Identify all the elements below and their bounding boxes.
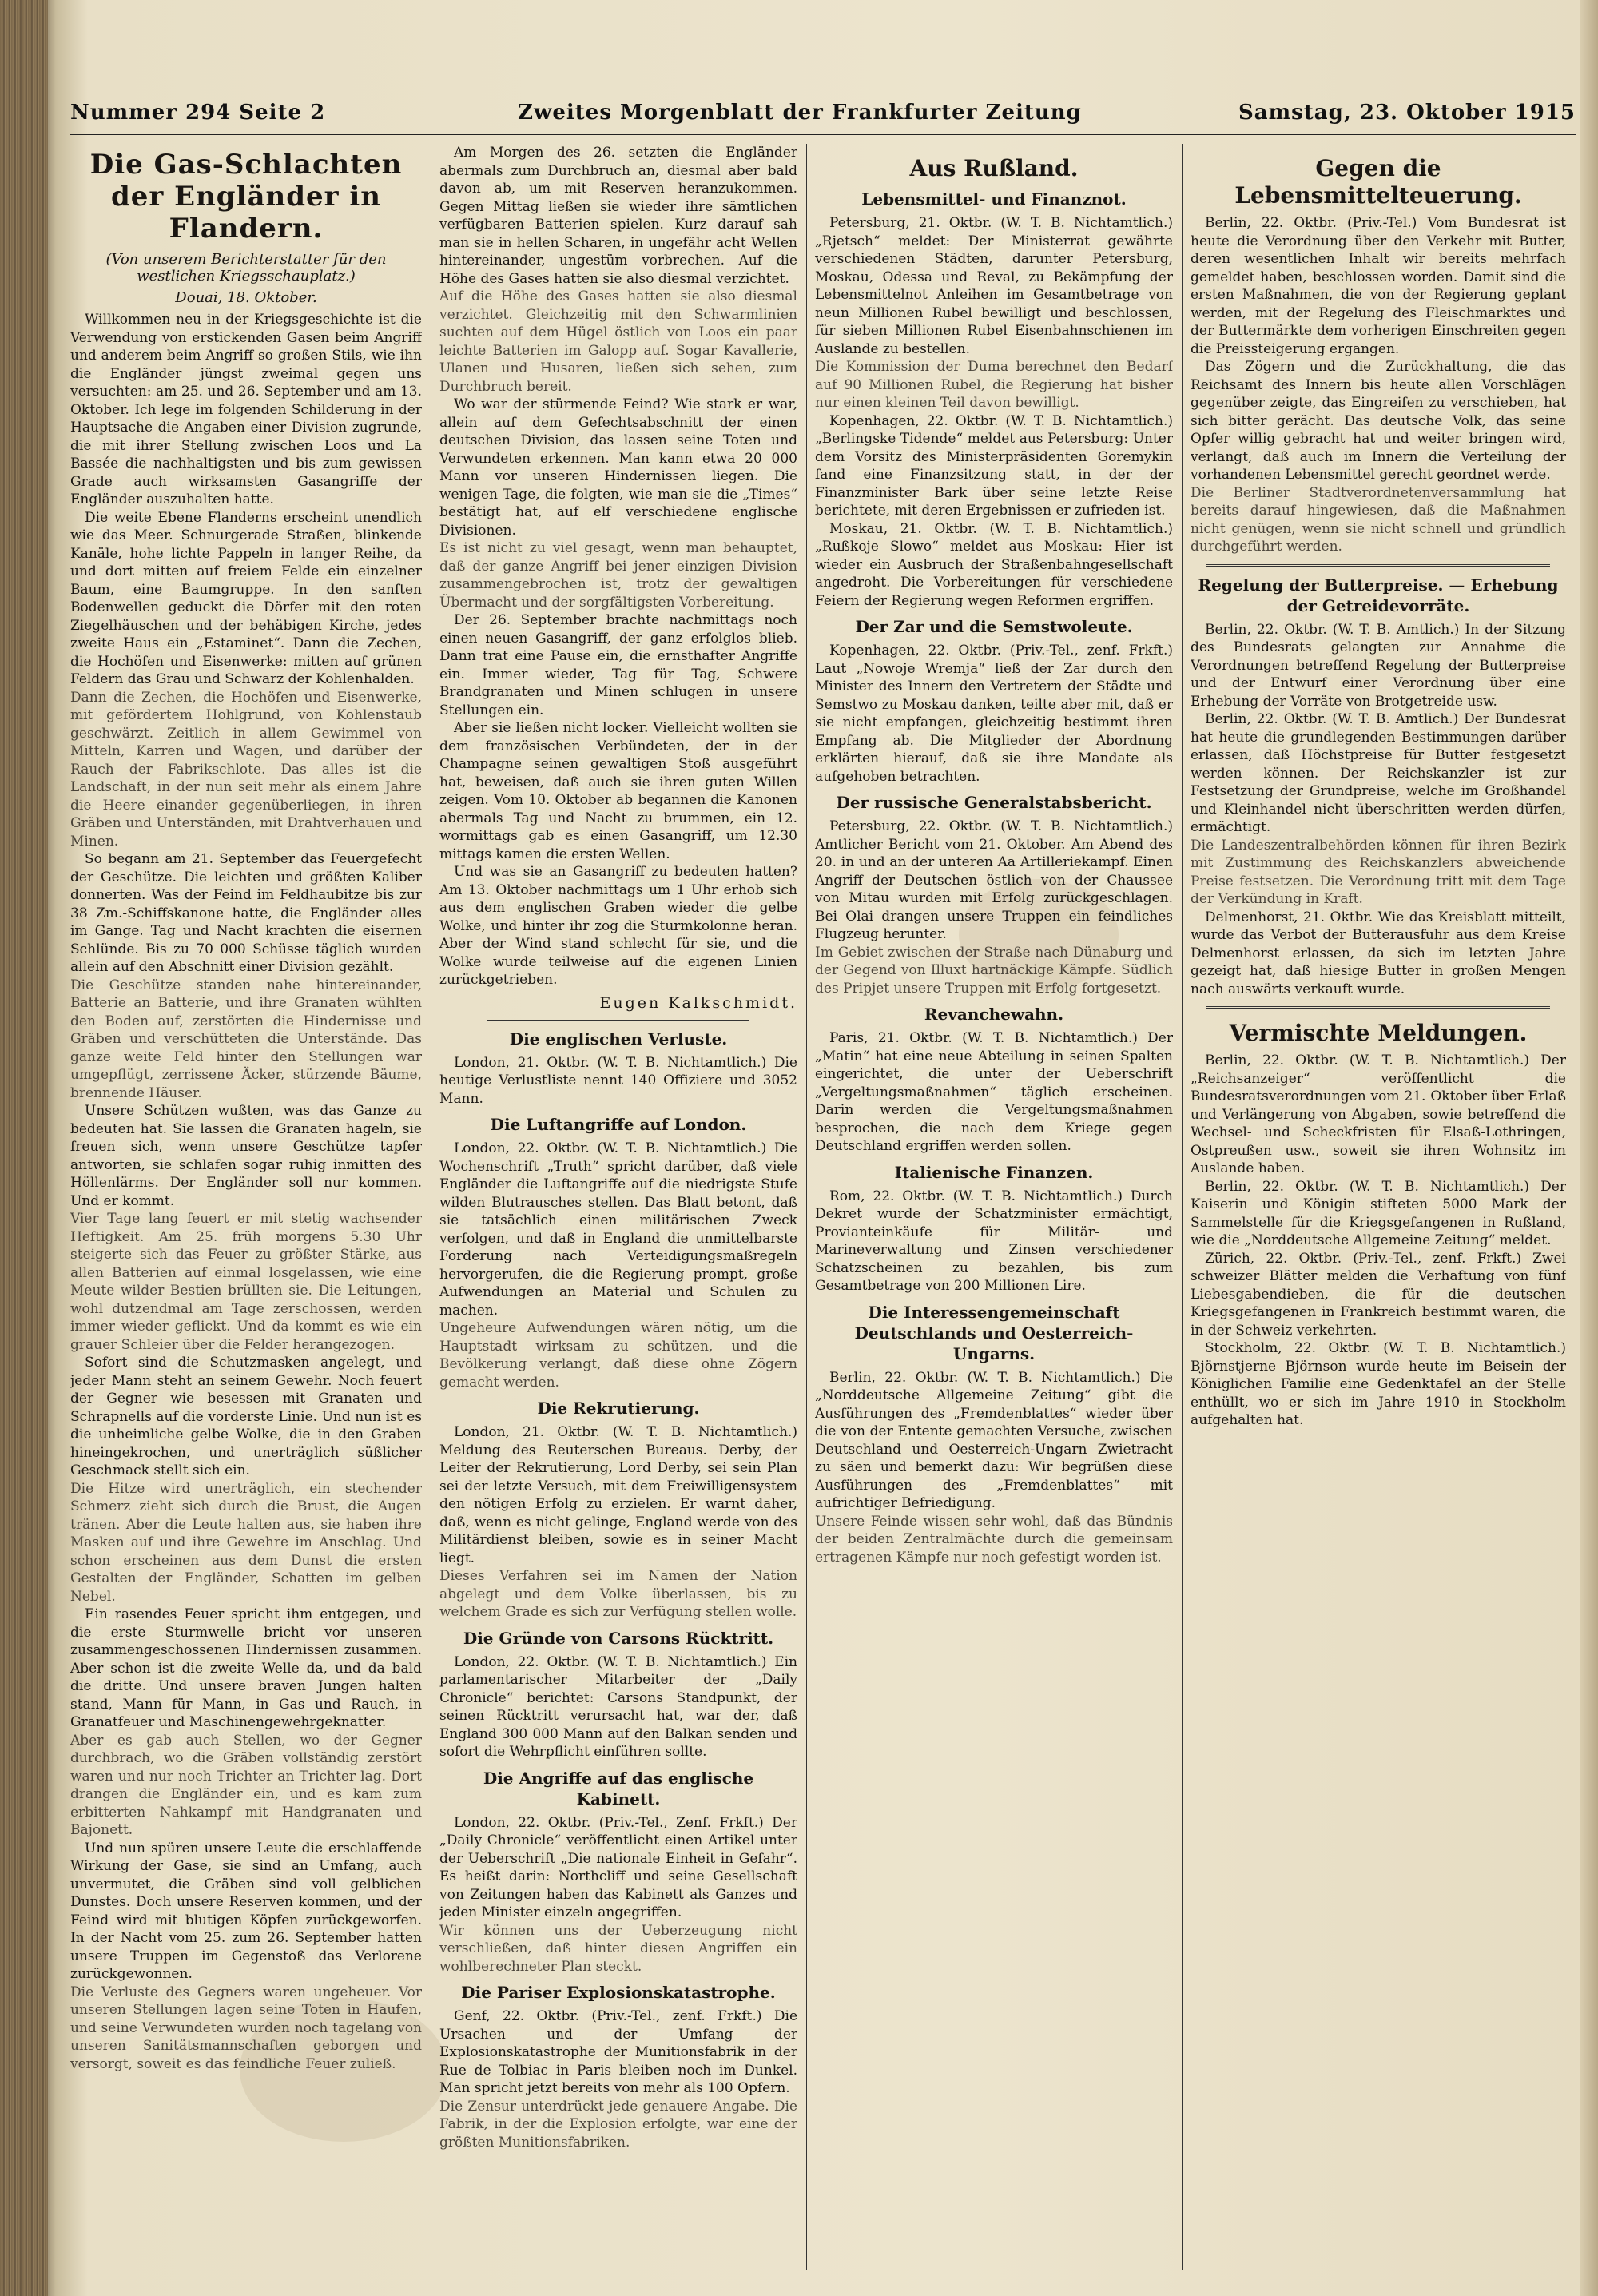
- article-title-gas: Die Gas-Schlachten der Engländer in Flandern.: [89, 149, 403, 245]
- paragraph: Die weite Ebene Flanderns erscheint unendlich wie das Meer. Schnurgerade Straßen, blinkende Kanäle, hohe lichte Pappeln in langer Reihe, da und dort mitten auf freiem Felde ein einzelner Baum, eine Baumgruppe. In den sanften Bodenwellen geduckt die Dörfer mit den roten Ziegelhäuschen und der behäbigen Kirche, jedes zweite Haus ein „Estaminet“. Dann die Zechen, die Hochöfen und Eisenwerke: mitten auf grünen Feldern das Grau und Schwarz der Kohlenhalden.: [70, 509, 422, 687]
- paragraph-filler: Es ist nicht zu viel gesagt, wenn man behauptet, daß der ganze Angriff bei jener einzigen Division zusammengebrochen ist, trotz der gewaltigen Übermacht und der sorgfältigsten Vorbereitung.: [439, 540, 797, 611]
- paragraph-filler: Dieses Verfahren sei im Namen der Nation abgelegt und dem Volke überlassen, bis zu welchem Grade es sich zur Verfügung stellen wolle.: [439, 1568, 797, 1620]
- paragraph: Genf, 22. Oktbr. (Priv.-Tel., zenf. Frkft.) Die Ursachen und der Umfang der Explosionskatastrophe der Munitionsfabrik in der Rue de Tolbiac in Paris bleiben noch im Dunkel. Man spricht jetzt bereits von mehr als 100 Opfern.: [439, 2008, 797, 2096]
- subheading: Der Zar und die Semstwoleute.: [855, 617, 1133, 636]
- paragraph-filler: Die Geschütze standen nahe hintereinander, Batterie an Batterie, und ihre Granaten wühlten den Boden auf, zerstörten die Hindernisse und Gräben und verschütteten die Unterstände. Das ganze weite Feld hinter den Stellungen war umgepflügt, zerrissene Äcker, stürzende Bäume, brennende Häuser.: [70, 977, 422, 1101]
- paragraph-filler: Die Verluste des Gegners waren ungeheuer. Vor unseren Stellungen lagen seine Toten in Haufen, und seine Verwundeten wurden noch tagelang von unseren Sanitätsmannschaften geborgen und versorgt, soweit es das feindliche Feuer zuließ.: [70, 1984, 422, 2072]
- author-signature: Eugen Kalkschmidt.: [599, 993, 797, 1012]
- issue-date: Samstag, 23. Oktober 1915: [1238, 101, 1576, 125]
- paragraph: Der 26. September brachte nachmittags noch einen neuen Gasangriff, der ganz erfolglos blieb. Dann trat eine Pause ein, die ernsthafter Angriffe ein. Immer wieder, Tag für Tag, Schwere Brandgranaten und Minen schlugen in unsere Stellungen ein.: [439, 612, 797, 718]
- paragraph: Berlin, 22. Oktbr. (W. T. B. Nichtamtlich.) Der „Reichsanzeiger“ veröffentlicht die Bundesratsverordnungen vom 21. Oktober über Erlaß und Verlängerung von Abgaben, sowie betreffend die Wechsel- und Scheckfristen für Elsaß-Lothringen, Ostpreußen usw., soweit sie ihren Wohnsitz im Auslande haben.: [1191, 1052, 1566, 1176]
- paragraph: Berlin, 22. Oktbr. (W. T. B. Amtlich.) Der Bundesrat hat heute die grundlegenden Bestimmungen darüber erlassen, daß Höchstpreise für Butter festgesetzt werden können. Der Reichskanzler ist zur Festsetzung der Grundpreise, welche im Großhandel und Kleinhandel nicht überschritten werden dürfen, ermächtigt.: [1191, 711, 1566, 835]
- paragraph-filler: Wir können uns der Ueberzeugung nicht verschließen, daß hinter diesen Angriffen ein wohlberechneter Plan steckt.: [439, 1922, 797, 1975]
- paragraph: London, 22. Oktbr. (W. T. B. Nichtamtlich.) Ein parlamentarischer Mitarbeiter der „Daily Chronicle“ berichtet: Carsons Standpunkt, der seinen Rücktritt verursacht hat, war der, daß England 300 000 Mann auf den Balkan senden und sofort die Wehrpflicht einführen sollte.: [439, 1653, 797, 1760]
- headline-rekrutierung: Die Rekrutierung.: [537, 1399, 700, 1418]
- paragraph: Und was sie an Gasangriff zu bedeuten hatten? Am 13. Oktober nachmittags um 1 Uhr erhob sich aus dem englischen Graben wieder die gelbe Wolke, und hinter ihr zog die Sturmkolonne heran. Aber der Wind stand schlecht für sie, und die Wolke wurde teilweise auf die eigenen Linien zurückgetrieben.: [439, 864, 797, 988]
- column-4: [1191, 144, 1566, 2270]
- paragraph: Petersburg, 22. Oktbr. (W. T. B. Nichtamtlich.) Amtlicher Bericht vom 21. Oktober. Am Abend des 20. in und an der unteren Aa Artilleriekampf. Einen Angriff der Deutschen östlich von der Chaussee von Mitau wurden mit Erfolg zurückgeschlagen. Bei Olai drangen unsere Truppen ein feindliches Flugzeug herunter.: [815, 818, 1173, 942]
- separator: [487, 1020, 749, 1021]
- paragraph: Willkommen neu in der Kriegsgeschichte ist die Verwendung von erstickenden Gasen beim Angriff und anderem beim Angriff so großen Stils, wie ihn die Engländer jüngst zweimal gegen uns versuchten: am 25. und 26. September und am 13. Oktober. Ich lege im folgenden Schilderung in der Hauptsache die Angaben einer Division zugrunde, die mit ihrer Stellung zwischen Loos und La Bassée die nachhaltigsten und bis zum gewissen Grade auch wirksamsten Gasangriffe der Engländer auszuhalten hatte.: [70, 312, 422, 507]
- paragraph: Rom, 22. Oktbr. (W. T. B. Nichtamtlich.) Durch Dekret wurde der Schatzminister ermächtigt, Provianteinkäufe für Militär- und Marineverwaltung und Zinsen verschiedener Schatzscheinen zu bezahlen, bis zum Gesamtbetrage von 200 Millionen Lire.: [815, 1188, 1173, 1294]
- paragraph-filler: Die Berliner Stadtverordnetenversammlung hat bereits darauf hingewiesen, daß die Maßnahmen nicht genügen, wenn sie nicht schnell und gründlich durchgeführt werden.: [1191, 484, 1566, 555]
- newspaper-page: [70, 96, 1576, 2278]
- dateline: Douai, 18. Oktober.: [175, 289, 317, 306]
- article-title-teuerung: Gegen die Lebensmittelteuerung.: [1234, 155, 1522, 209]
- column-2: [439, 144, 797, 2270]
- paragraph: Stockholm, 22. Oktbr. (W. T. B. Nichtamtlich.) Björnstjerne Björnson wurde heute im Beisein der Königlichen Familie eine Gedenktafel an der Stelle enthüllt, wo er sich im Jahre 1910 in Stockholm aufgehalten hat.: [1191, 1340, 1566, 1428]
- headline-paris: Die Pariser Explosionskatastrophe.: [461, 1983, 776, 2002]
- article-subtitle: (Von unserem Berichterstatter für den westlichen Kriegsschauplatz.): [105, 251, 387, 285]
- headline-carson: Die Gründe von Carsons Rücktritt.: [463, 1628, 774, 1648]
- paragraph-filler: Im Gebiet zwischen der Straße nach Dünaburg und der Gegend von Illuxt hartnäckige Kämpfe. Südlich des Pripjet unsere Truppen mit Erfolg fortgesetzt.: [815, 944, 1173, 997]
- paragraph: Das Zögern und die Zurückhaltung, die das Reichsamt des Innern bis heute allen Vorschlägen gegenüber zeigte, das Eingreifen zu verschieben, hat sich bitter gerächt. Das deutsche Volk, das seine Opfer willig gebracht hat und weiter bringen wird, verlangt, daß auch im Innern die Verteilung der vorhandenen Lebensmittel gerecht geordnet werde.: [1191, 359, 1566, 483]
- separator: [1206, 1006, 1550, 1009]
- subheading: Lebensmittel- und Finanznot.: [861, 189, 1127, 209]
- issue-number: Nummer 294 Seite 2: [70, 101, 326, 125]
- page-right-edge: [1580, 0, 1598, 2296]
- paragraph-filler: Auf die Höhe des Gases hatten sie also diesmal verzichtet. Gleichzeitig mit den Schwarmlinien suchten auf dem Hügel östlich von Loos ein paar leichte Batterien im Galopp auf. Sogar Kavallerie, Ulanen und Husaren, ließen sich sehen, zum Durchbruch bereit.: [439, 288, 797, 395]
- paragraph: London, 21. Oktbr. (W. T. B. Nichtamtlich.) Meldung des Reuterschen Bureaus. Derby, der Leiter der Rekrutierung, Lord Derby, sei sein Plan sei der letzte Versuch, mit dem Freiwilligensystem den nötigen Erfolg zu erzielen. Er warnt daher, daß, wenn es nicht gelinge, England werde von des Militärdienst bleiben, sowie es in seiner Macht liegt.: [439, 1424, 797, 1566]
- column-1: [70, 144, 422, 2270]
- headline-kabinett: Die Angriffe auf das englische Kabinett.: [483, 1768, 754, 1809]
- paragraph: Petersburg, 21. Oktbr. (W. T. B. Nichtamtlich.) „Rjetsch“ meldet: Der Ministerrat gewährte verschiedenen Städten, darunter Petersburg, Moskau, Odessa und Reval, zu Bekämpfung der Lebensmittelnot Anleihen im Gesamtbetrage von neun Millionen Rubel bewilligt und beschlossen, für sieben Millionen Rubel Eisenbahnschienen im Auslande zu bestellen.: [815, 215, 1173, 357]
- paragraph-filler: Die Kommission der Duma berechnet den Bedarf auf 90 Millionen Rubel, die Regierung hat bisher nur einen kleinen Teil davon bewilligt.: [815, 359, 1173, 411]
- masthead: [70, 96, 1576, 135]
- paragraph-filler: Dann die Zechen, die Hochöfen und Eisenwerke, mit gefördertem Hohlgrund, von Kohlenstaub geschwärzt. Zeitlich in allem Gewimmel von Mitteln, Karren und Wagen, und darüber der Rauch der Fabrikschlote. Das alles ist die Landschaft, in der nun seit mehr als einem Jahre die Heere einander gegenüberliegen, in ihren Gräben und Unterständen, mit Drahtverhauen und Minen.: [70, 689, 422, 850]
- paragraph-filler: Aber es gab auch Stellen, wo der Gegner durchbrach, wo die Gräben vollständig zerstört waren und nur noch Trichter an Trichter lag. Dort drangen die Engländer ein, und es kam zum erbitterten Nahkampf mit Handgranaten und Bajonett.: [70, 1732, 422, 1838]
- column-rule: [1182, 144, 1183, 2270]
- paragraph-filler: Ungeheure Aufwendungen wären nötig, um die Hauptstadt wirksam zu schützen, und die Bevölkerung verlangt, daß diese ohne Zögern gemacht werden.: [439, 1320, 797, 1391]
- paragraph: Moskau, 21. Oktbr. (W. T. B. Nichtamtlich.) „Rußkoje Slowo“ meldet aus Moskau: Hier ist wieder ein Ausbruch der Straßenbahngesellschaft angedroht. Die Vorbereitungen für verschiedene Feiern der Regierung wegen Reformen ergriffen.: [815, 520, 1173, 609]
- paragraph: Berlin, 22. Oktbr. (W. T. B. Nichtamtlich.) Die „Norddeutsche Allgemeine Zeitung“ gibt die Ausführungen des „Fremdenblattes“ wieder über die von der Entente gemachten Versuche, zwischen Deutschland und Oesterreich-Ungarn Zwietracht zu säen und bemerkt dazu: Wir begrüßen diese Ausführungen des „Fremdenblattes“ mit aufrichtiger Befriedigung.: [815, 1369, 1173, 1511]
- paragraph-filler: Die Landeszentralbehörden können für ihren Bezirk mit Zustimmung des Reichskanzlers abweichende Preise festsetzen. Die Verordnung tritt mit dem Tage der Verkündung in Kraft.: [1191, 837, 1566, 907]
- paragraph: Unsere Schützen wußten, was das Ganze zu bedeuten hat. Sie lassen die Granaten hageln, sie freuen sich, wenn unsere Geschütze tapfer antworten, sie schlafen sogar ruhig inmitten des Höllenlärms. Der Engländer soll nur kommen. Und er kommt.: [70, 1103, 422, 1209]
- paragraph: Delmenhorst, 21. Oktbr. Wie das Kreisblatt mitteilt, wurde das Verbot der Butterausfuhr aus dem Kreise Delmenhorst erlassen, da sich im letzten Jahre gezeigt hat, daß hiesige Butter in großen Mengen nach auswärts verkauft wurde.: [1191, 909, 1566, 997]
- paragraph: Und nun spüren unsere Leute die erschlaffende Wirkung der Gase, sie sind an Umfang, auch unvermutet, die Gräben sind voll gelblichen Dunstes. Doch unsere Reserven kommen, und der Feind wird mit blutigen Köpfen zurückgeworfen. In der Nacht vom 25. zum 26. September hatten unsere Truppen im Gegenstoß das Verlorene zurückgewonnen.: [70, 1840, 422, 1982]
- binding-edge: [0, 0, 48, 2296]
- paragraph: London, 22. Oktbr. (Priv.-Tel., Zenf. Frkft.) Der „Daily Chronicle“ veröffentlicht einen Artikel unter der Ueberschrift „Die nationale Einheit in Gefahr“. Es heißt darin: Northcliff und seine Gesellschaft von Zeitungen haben das Kabinett als Ganzes und jeden Minister einzeln angegriffen.: [439, 1814, 797, 1920]
- headline-verluste: Die englischen Verluste.: [509, 1029, 728, 1049]
- paragraph: Ein rasendes Feuer spricht ihm entgegen, und die erste Sturmwelle bricht vor unseren zusammengeschossenen Hindernissen zusammen. Aber schon ist die zweite Welle da, und da bald die dritte. Und unsere braven Jungen halten stand, Mann für Mann, in Gas und Rauch, in Granatfeuer und Maschinengewehrgeknatter.: [70, 1606, 422, 1730]
- subheading: Die Interessengemeinschaft Deutschlands und Oesterreich-Ungarns.: [854, 1302, 1134, 1363]
- headline-luftangriffe: Die Luftangriffe auf London.: [490, 1115, 747, 1134]
- subheading: Der russische Generalstabsbericht.: [836, 793, 1152, 812]
- subheading: Revanchewahn.: [924, 1005, 1064, 1024]
- paragraph: Zürich, 22. Oktbr. (Priv.-Tel., zenf. Frkft.) Zwei schweizer Blätter melden die Verhaftung von fünf Liebesgabendieben, die für die deutschen Kriegsgefangenen in Frankreich bestimmt waren, die in der Schweiz verkehrten.: [1191, 1250, 1566, 1339]
- paragraph-filler: Die Zensur unterdrückt jede genauere Angabe. Die Fabrik, in der die Explosion erfolgte, war eine der größten Munitionsfabriken.: [439, 2098, 797, 2151]
- paragraph: Wo war der stürmende Feind? Wie stark er war, allein auf dem Gefechtsabschnitt der einen deutschen Division, das lassen seine Toten und Verwundeten erkennen. Man kann etwa 20 000 Mann vor unseren Hindernissen liegen. Die wenigen Tage, die folgten, wie man sie die „Times“ bestätigt hat, auf elf verschiedene englische Divisionen.: [439, 396, 797, 539]
- paragraph: Sofort sind die Schutzmasken angelegt, und jeder Mann steht an seinem Gewehr. Noch feuert der Gegner wie besessen mit Granaten und Schrapnells auf die vorderste Linie. Und nun ist es die unheimliche gelbe Wolke, die in den Graben hineingekrochen, und unerträglich süßlicher Geschmack stellt sich ein.: [70, 1355, 422, 1478]
- headline-butterpreise: Regelung der Butterpreise. — Erhebung der Getreidevorräte.: [1198, 575, 1559, 615]
- paragraph: Berlin, 22. Oktbr. (Priv.-Tel.) Vom Bundesrat ist heute die Verordnung über den Verkehr mit Butter, deren wesentlichen Inhalt wir bereits mehrfach gemeldet haben, beschlossen worden. Damit sind die ersten Maßnahmen, die von der Regierung geplant werden, mit der Regelung des Fleischmarktes und der Buttermärkte dem vorherigen Einschreiten gegen die Preissteigerung ergangen.: [1191, 215, 1566, 357]
- paragraph-filler: Die Hitze wird unerträglich, ein stechender Schmerz zieht sich durch die Brust, die Augen tränen. Aber die Leute halten aus, sie haben ihre Masken auf und ihre Gewehre im Anschlag. Und schon erscheinen aus dem Dunst die ersten Gestalten der Engländer, Schatten im gelben Nebel.: [70, 1480, 422, 1605]
- paragraph-filler: Unsere Feinde wissen sehr wohl, daß das Bündnis der beiden Zentralmächte durch die gemeinsam ertragenen Kämpfe nur noch gefestigt worden ist.: [815, 1513, 1173, 1566]
- paragraph: Kopenhagen, 22. Oktbr. (Priv.-Tel., zenf. Frkft.) Laut „Nowoje Wremja“ ließ der Zar durch den Minister des Innern den Vertretern der Städte und Semstwo zu Moskau danken, teilte aber mit, daß er sie nicht empfangen, gleichzeitig bestimmt ihren Empfang ab. Die Mitglieder der Abordnung erklärten hierauf, daß sie ihre Mandate als aufgehoben betrachten.: [815, 643, 1173, 785]
- headline-vermischte: Vermischte Meldungen.: [1229, 1020, 1528, 1046]
- column-3: [815, 144, 1173, 2270]
- paragraph: Am Morgen des 26. setzten die Engländer abermals zum Durchbruch an, diesmal aber bald davon ab, um mit Reserven heranzukommen. Gegen Mittag ließen sie wieder ihre sämtlichen verfügbaren Batterien spielen. Kurz darauf sah man sie in hellen Scharen, in ungefähr acht Wellen hintereinander, ungestüm vorbrechen. Auf die Höhe des Gases hatten sie also diesmal verzichtet.: [439, 145, 797, 287]
- paragraph: London, 21. Oktbr. (W. T. B. Nichtamtlich.) Die heutige Verlustliste nennt 140 Offiziere und 3052 Mann.: [439, 1054, 797, 1107]
- paragraph: Paris, 21. Oktbr. (W. T. B. Nichtamtlich.) Der „Matin“ hat eine neue Abteilung in seinen Spalten eingerichtet, die unter der Ueberschrift „Vergeltungsmaßnahmen“ täglich erscheinen. Darin werden die Vergeltungsmaßnahmen besprochen, die nach dem Kriege gegen Deutschland ergriffen werden sollen.: [815, 1030, 1173, 1154]
- paragraph: Kopenhagen, 22. Oktbr. (W. T. B. Nichtamtlich.) „Berlingske Tidende“ meldet aus Petersburg: Unter dem Vorsitz des Ministerpräsidenten Goremykin fand eine Finanzsitzung statt, in der der Finanzminister Bark über seine letzte Reise berichtete, mit deren Ergebnissen er zufrieden ist.: [815, 412, 1173, 519]
- edition-title: Zweites Morgenblatt der Frankfurter Zeitung: [518, 101, 1082, 125]
- article-title-russland: Aus Rußland.: [909, 155, 1079, 181]
- paragraph: Aber sie ließen nicht locker. Vielleicht wollten sie dem französischen Verbündeten, der in der Champagne seinen gewaltigen Stoß ausgeführt hat, beweisen, daß auch sie ihren guten Willen zeigen. Vom 10. Oktober ab begannen die Kanonen abermals Tag und Nacht zu brummen, ein 12. wormittags gab es einen Gasangriff, um 12.30 mittags kamen die ersten Wellen.: [439, 720, 797, 862]
- column-rule: [806, 144, 807, 2270]
- paragraph: London, 22. Oktbr. (W. T. B. Nichtamtlich.) Die Wochenschrift „Truth“ spricht darüber, daß viele Engländer die Luftangriffe auf die niedrigste Stufe wilden Blutrausches stellen. Das Blatt betont, daß sie tatsächlich einen militärischen Zweck verfolgen, und daß in England die unmittelbarste Forderung nach Verteidigungsmaßregeln hervorgerufen, die die Regierung prompt, große Aufwendungen an Material und Schulen zu machen.: [439, 1140, 797, 1319]
- subheading: Italienische Finanzen.: [894, 1162, 1094, 1182]
- separator: [1206, 564, 1550, 567]
- paragraph: Berlin, 22. Oktbr. (W. T. B. Amtlich.) In der Sitzung des Bundesrats gelangten zur Annahme die Verordnungen betreffend Regelung der Butterpreise und der Entwurf einer Verordnung über eine Erhebung der Vorräte von Brotgetreide usw.: [1191, 621, 1566, 710]
- paragraph: So begann am 21. September das Feuergefecht der Geschütze. Die leichten und größten Kaliber donnerten. Was der Feind im Feldhaubitze bis zur 38 Zm.-Schiffskanone hatte, die Engländer alles im Gange. Tag und Nacht krachten die eisernen Schlünde. Bis zu 70 000 Schüsse täglich wurden allein auf den Abschnitt einer Division gezählt.: [70, 851, 422, 975]
- paragraph: Berlin, 22. Oktbr. (W. T. B. Nichtamtlich.) Der Kaiserin und Königin stifteten 5000 Mark der Sammelstelle für die Kriegsgefangenen in Rußland, wie die „Norddeutsche Allgemeine Zeitung“ meldet.: [1191, 1178, 1566, 1248]
- paragraph-filler: Vier Tage lang feuert er mit stetig wachsender Heftigkeit. Am 25. früh morgens 5.30 Uhr steigerte sich das Feuer zu größter Stärke, aus allen Batterien auf einmal losgelassen, wie eine Meute wilder Bestien brüllten sie. Die Leitungen, wohl dutzendmal am Tage zerschossen, werden immer wieder geflickt. Und da kommt es wie ein grauer Schleier über die Felder herangezogen.: [70, 1211, 422, 1353]
